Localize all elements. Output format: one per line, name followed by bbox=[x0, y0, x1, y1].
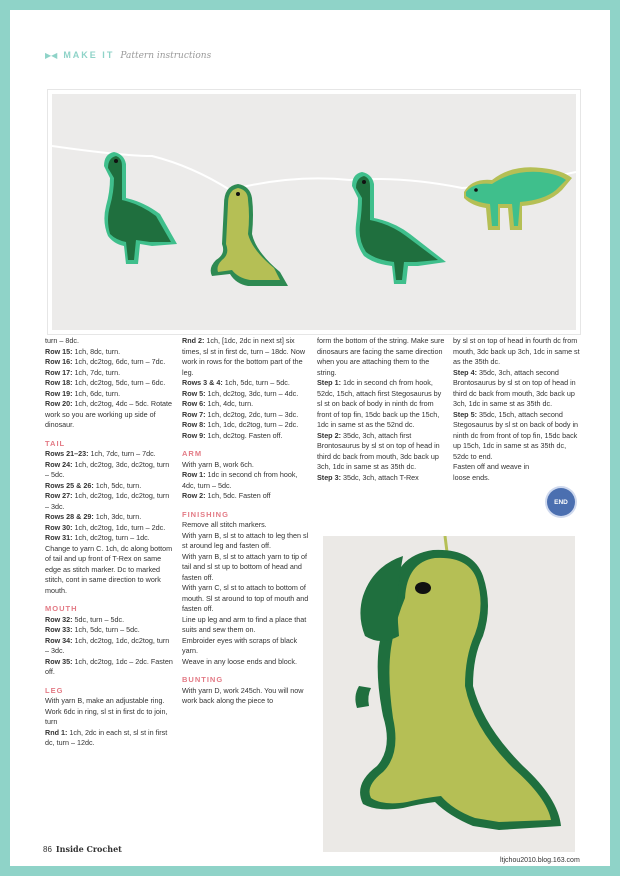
col4-lead: by sl st on top of head in fourth dc from mouth, 3dc back up 3ch, 1dc in same st as the 35th dc. bbox=[453, 336, 580, 366]
page-number: 86 bbox=[43, 845, 52, 854]
finishing-step: With yarn C, sl st to attach to bottom of mouth. Sl st around to top of mouth and fasten off. bbox=[182, 583, 309, 613]
pattern-row: Rnd 2: 1ch, [1dc, 2dc in next st] six times, sl st in first dc, turn – 18dc. Now work in rows for the bottom part of the leg. bbox=[182, 336, 306, 377]
section-header bbox=[45, 50, 211, 61]
column-3 bbox=[317, 336, 447, 483]
pattern-row: Rows 25 & 26: 1ch, 5dc, turn. bbox=[45, 480, 142, 490]
pattern-row: Row 1: 1dc in second ch from hook, 4dc, turn – 5dc. bbox=[182, 470, 298, 490]
pattern-row: Row 20: 1ch, dc2tog, 4dc – 5dc. Rotate work so you are working up side of dinosaur. bbox=[45, 399, 173, 429]
finishing-step: Remove all stitch markers. bbox=[182, 520, 267, 529]
pattern-row: Row 7: 1ch, dc2tog, 2dc, turn – 3dc. bbox=[182, 409, 299, 419]
leg-heading: LEG bbox=[45, 685, 64, 695]
pattern-row: Row 17: 1ch, 7dc, turn. bbox=[45, 367, 121, 377]
pattern-step: Step 3: 35dc, 3ch, attach T-Rex bbox=[317, 472, 419, 482]
pattern-row: Rows 28 & 29: 1ch, 3dc, turn. bbox=[45, 512, 142, 521]
bunting-text: With yarn D, work 245ch. You will now work back along the piece to bbox=[182, 685, 304, 705]
finishing-step: Weave in any loose ends and block. bbox=[182, 656, 297, 666]
pattern-row: Row 6: 1ch, 4dc, turn. bbox=[182, 399, 254, 408]
bunting-heading: BUNTING bbox=[182, 675, 224, 684]
pattern-row: Row 35: 1ch, dc2tog, 1dc – 2dc. Fasten off. bbox=[45, 656, 173, 676]
pattern-row: Row 27: 1ch, dc2tog, 1dc, dc2tog, turn – 3dc. bbox=[45, 491, 170, 511]
finishing-step: Embroider eyes with scraps of black yarn. bbox=[182, 635, 298, 655]
column-1 bbox=[45, 336, 175, 749]
pattern-row: Row 2: 1ch, 5dc. Fasten off bbox=[182, 491, 271, 500]
magazine-page bbox=[10, 10, 610, 866]
section-label: MAKE IT bbox=[63, 50, 115, 60]
pattern-row: Row 5: 1ch, dc2tog, 3dc, turn – 4dc. bbox=[182, 388, 299, 398]
pattern-row: Row 15: 1ch, 8dc, turn. bbox=[45, 346, 121, 356]
pattern-step: Step 2: 35dc, 3ch, attach first Brontosaurus by sl st on top of head in third dc back from mouth, 3dc back up 3ch, 1dc in same st as 35th dc. bbox=[317, 430, 440, 471]
bunting-photo bbox=[48, 90, 580, 334]
pattern-row: Row 33: 1ch, 5dc, turn – 5dc. bbox=[45, 625, 140, 634]
pattern-step: Step 1: 1dc in second ch from hook, 52dc, 15ch, attach first Stegosaurus by sl st on back of body in ninth dc from front of top fin, 15dc back up the 15ch, 1dc in same st as the 52nd dc. bbox=[317, 378, 442, 429]
pattern-row: Rows 21–23: 1ch, 7dc, turn – 7dc. bbox=[45, 449, 156, 458]
col1-lead: turn – 8dc. bbox=[45, 336, 79, 345]
trex-closeup-illustration bbox=[323, 536, 575, 852]
pattern-row: Row 9: 1ch, dc2tog. Fasten off. bbox=[182, 430, 283, 440]
arm-intro: With yarn B, work 6ch. bbox=[182, 459, 254, 469]
pattern-step: Step 4: 35dc, 3ch, attach second Brontosaurus by sl st on top of head in third dc back from mouth, 3dc back up 3ch, 1dc in same st as 35th dc. bbox=[453, 367, 576, 408]
pattern-row: Row 24: 1ch, dc2tog, 3dc, dc2tog, turn – 5dc. bbox=[45, 459, 170, 479]
arrows-icon: ▶◀ bbox=[45, 51, 58, 60]
tail-heading: TAIL bbox=[45, 438, 66, 448]
pattern-row: Row 34: 1ch, dc2tog, 1dc, dc2tog, turn – 3dc. bbox=[45, 635, 170, 655]
column-4 bbox=[453, 336, 583, 483]
end-badge: END bbox=[547, 488, 575, 516]
stegosaurus-2 bbox=[352, 172, 446, 284]
pattern-row: Row 16: 1ch, dc2tog, 6dc, turn – 7dc. bbox=[45, 357, 166, 366]
col3-lead: form the bottom of the string. Make sure dinosaurs are facing the same direction when you are attaching them to the string. bbox=[317, 336, 445, 377]
pattern-row: Row 18: 1ch, dc2tog, 5dc, turn – 6dc. bbox=[45, 378, 166, 387]
fasten-off-text: Fasten off and weave in loose ends. bbox=[453, 462, 530, 482]
leg-intro: With yarn B, make an adjustable ring. Work 6dc in ring, sl st in first dc to join, turn bbox=[45, 696, 168, 726]
pattern-row: Rows 3 & 4: 1ch, 5dc, turn – 5dc. bbox=[182, 378, 290, 387]
trex-small bbox=[211, 184, 288, 286]
section-sublabel: Pattern instructions bbox=[120, 51, 212, 61]
brontosaurus bbox=[464, 167, 572, 230]
finishing-step: With yarn B, sl st to attach yarn to tip of tail and sl st up to bottom of head and fasten off. bbox=[182, 551, 308, 582]
column-2 bbox=[182, 336, 312, 707]
pattern-row: Rnd 1: 1ch, 2dc in each st, sl st in first dc, turn – 12dc. bbox=[45, 727, 168, 747]
arm-heading: ARM bbox=[182, 449, 203, 458]
finishing-heading: FINISHING bbox=[182, 509, 229, 519]
finishing-step: Line up leg and arm to find a place that suits and sew them on. bbox=[182, 614, 307, 634]
finishing-step: With yarn B, sl st to attach to leg then sl st around leg and fasten off. bbox=[182, 530, 309, 550]
pattern-row: Row 8: 1ch, 1dc, dc2tog, turn – 2dc. bbox=[182, 420, 299, 429]
pattern-row: Row 32: 5dc, turn – 5dc. bbox=[45, 614, 125, 624]
pattern-row: Row 30: 1ch, dc2tog, 1dc, turn – 2dc. bbox=[45, 522, 166, 532]
pattern-step: Step 5: 35dc, 15ch, attach second Stegosaurus by sl st on back of body in ninth dc from front of top fin, 15dc back up 15ch, 1dc in same st as 35th dc, 52dc to end. bbox=[453, 409, 579, 461]
magazine-name: Inside Crochet bbox=[55, 844, 122, 854]
watermark: ltjchou2010.blog.163.com bbox=[500, 857, 580, 864]
pattern-row: Row 31: 1ch, dc2tog, turn – 1dc. Change to yarn C. 1ch, dc along bottom of tail and up front of T-Rex on same edge as stitch marker. Dc to marked stitch, cont in same direction to work mouth. bbox=[45, 533, 173, 595]
page-footer bbox=[43, 844, 122, 854]
trex-photo bbox=[323, 536, 575, 852]
pattern-row: Row 19: 1ch, 6dc, turn. bbox=[45, 388, 121, 398]
stegosaurus-1 bbox=[104, 152, 177, 264]
dinosaur-bunting-illustration bbox=[52, 94, 576, 330]
mouth-heading: MOUTH bbox=[45, 604, 78, 613]
